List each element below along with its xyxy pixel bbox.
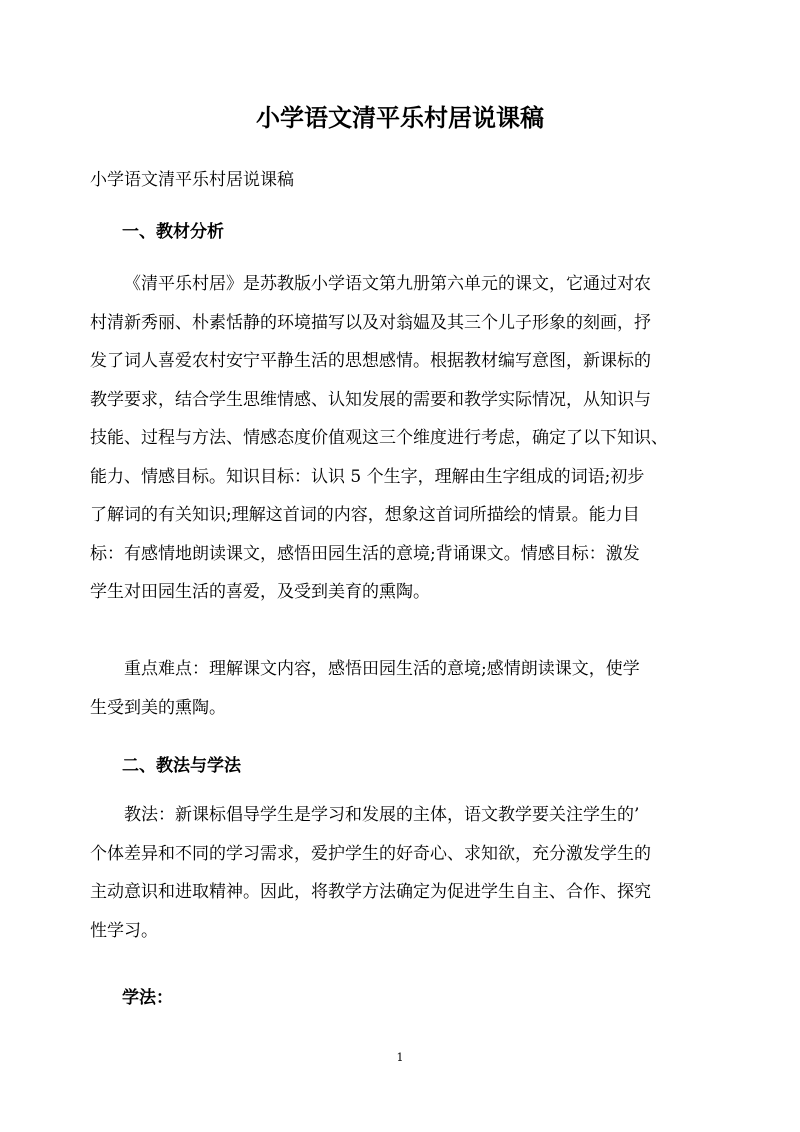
paragraph-line: 发了词人喜爱农村安宁平静生活的思想感情。根据教材编写意图，新课标的 <box>90 351 651 371</box>
paragraph-line: 能力、情感目标。知识目标：认识 5 个生字，理解由生字组成的词语;初步 <box>90 466 645 487</box>
paragraph-line: 学生对田园生活的喜爱，及受到美育的熏陶。 <box>90 582 430 602</box>
paragraph-line: 《清平乐村居》是苏教版小学语文第九册第六单元的课文，它通过对农 <box>124 274 651 294</box>
paragraph-line: 教法：新课标倡导学生是学习和发展的主体，语文教学要关注学生的’ <box>124 805 640 825</box>
paragraph-line: 主动意识和进取精神。因此，将教学方法确定为促进学生自主、合作、探究 <box>90 882 651 902</box>
section-heading-textbook-analysis: 一、教材分析 <box>122 222 224 242</box>
paragraph-teaching-methods <box>90 796 720 950</box>
paragraph-line: 标：有感情地朗读课文，感悟田园生活的意境;背诵课文。情感目标：激发 <box>90 543 640 564</box>
document-subtitle: 小学语文清平乐村居说课稿 <box>90 170 294 190</box>
section-heading-learning-methods: 学法： <box>122 988 173 1008</box>
paragraph-line: 重点难点：理解课文内容，感悟田园生活的意境;感情朗读课文，使学 <box>124 659 640 679</box>
document-title: 小学语文清平乐村居说课稿 <box>256 104 544 132</box>
paragraph-line: 技能、过程与方法、情感态度价值观这三个维度进行考虑，确定了以下知识、 <box>90 428 668 448</box>
section-heading-teaching-methods: 二、教法与学法 <box>122 756 241 776</box>
paragraph-line: 生受到美的熏陶。 <box>90 697 226 718</box>
page-number: 1 <box>396 1051 404 1064</box>
paragraph-line: 村清新秀丽、朴素恬静的环境描写以及对翁媪及其三个儿子形象的刻画，抒 <box>90 312 651 333</box>
paragraph-line: 了解词的有关知识;理解这首词的内容，想象这首词所描绘的情景。能力目 <box>90 505 640 525</box>
paragraph-line: 个体差异和不同的学习需求，爱护学生的好奇心、求知欲，充分激发学生的 <box>90 843 651 864</box>
paragraph-line: 教学要求，结合学生思维情感、认知发展的需要和教学实际情况，从知识与 <box>90 389 651 410</box>
paragraph-textbook-analysis <box>90 265 720 612</box>
paragraph-key-points <box>90 650 720 727</box>
paragraph-line: 性学习。 <box>90 920 158 941</box>
